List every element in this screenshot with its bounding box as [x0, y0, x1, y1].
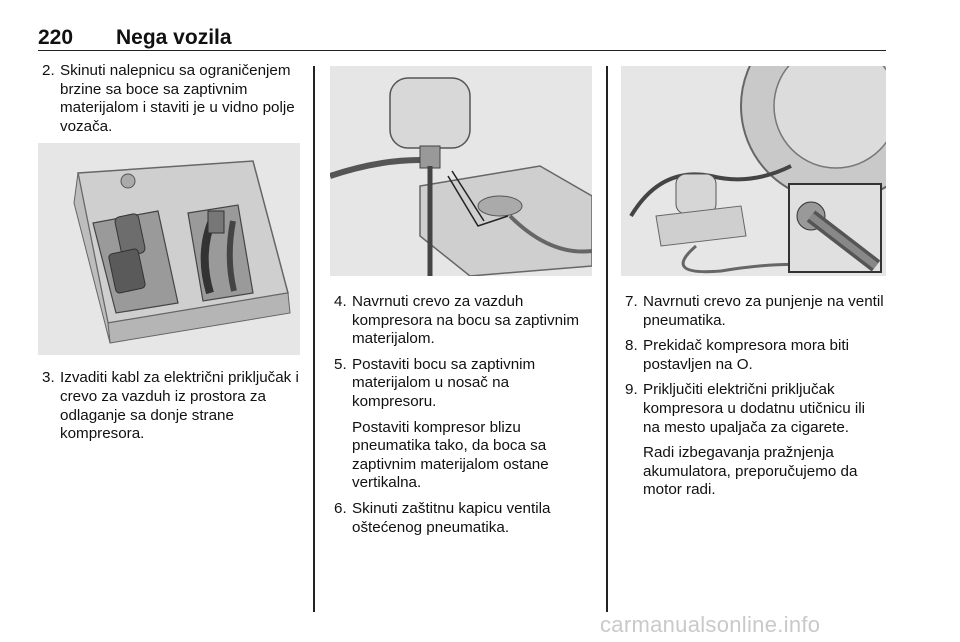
compressor-storage-illustration [38, 143, 300, 355]
step-text: Prekidač kompresora mora biti postavljen na O. [643, 337, 849, 373]
page-header [38, 26, 886, 51]
step-number: 2. [42, 62, 55, 79]
step-number: 5. [334, 355, 347, 373]
step-number: 7. [625, 293, 638, 310]
step-3 [38, 369, 300, 443]
step-4 [330, 293, 592, 349]
step-number: 3. [42, 369, 55, 387]
step-7 [621, 293, 886, 330]
step-text: Postaviti bocu sa zaptivnim materijalom u nosač na kompresoru. [352, 355, 536, 410]
step-number: 6. [334, 499, 347, 517]
step-6 [330, 500, 592, 537]
step-number: 4. [334, 293, 347, 310]
step-note: Postaviti kompresor blizu pneumatika tako, da boca sa zaptivnim materijalom ostane vertikalna. [352, 418, 549, 492]
step-text: Priključiti električni priključak kompresora u dodatnu utičnicu ili na mesto upaljača za cigarete. [643, 381, 866, 436]
watermark: carmanualsonline.info [600, 612, 821, 637]
section-title: Nega vozila [116, 26, 232, 49]
column-2 [330, 66, 592, 544]
tyre-valve-hose-illustration [621, 66, 886, 276]
step-5 [330, 356, 592, 493]
step-text: Skinuti nalepnicu sa ograničenjem brzine sa boce sa zaptivnim materijalom i staviti je u vidno polje vozača. [60, 62, 295, 135]
step-2 [38, 62, 300, 136]
step-text: Navrnuti crevo za punjenje na ventil pneumatika. [643, 293, 884, 329]
step-text: Navrnuti crevo za vazduh kompresora na bocu sa zaptivnim materijalom. [352, 293, 580, 348]
step-number: 9. [625, 381, 638, 399]
column-divider [606, 66, 608, 612]
step-note: Radi izbegavanja pražnjenja akumulatora, preporučujemo da motor radi. [643, 444, 858, 499]
page-number: 220 [38, 26, 74, 49]
step-text: Izvaditi kabl za električni priključak i crevo za vazduh iz prostora za odlaganje sa donje strane kompresora. [60, 369, 299, 443]
step-number: 8. [625, 337, 638, 355]
column-divider [313, 66, 315, 612]
column-3 [621, 66, 886, 507]
column-1 [38, 62, 300, 451]
step-9 [621, 381, 886, 500]
step-8 [621, 337, 886, 374]
sealant-bottle-hose-illustration [330, 66, 592, 276]
step-text: Skinuti zaštitnu kapicu ventila oštećenog pneumatika. [352, 499, 551, 536]
